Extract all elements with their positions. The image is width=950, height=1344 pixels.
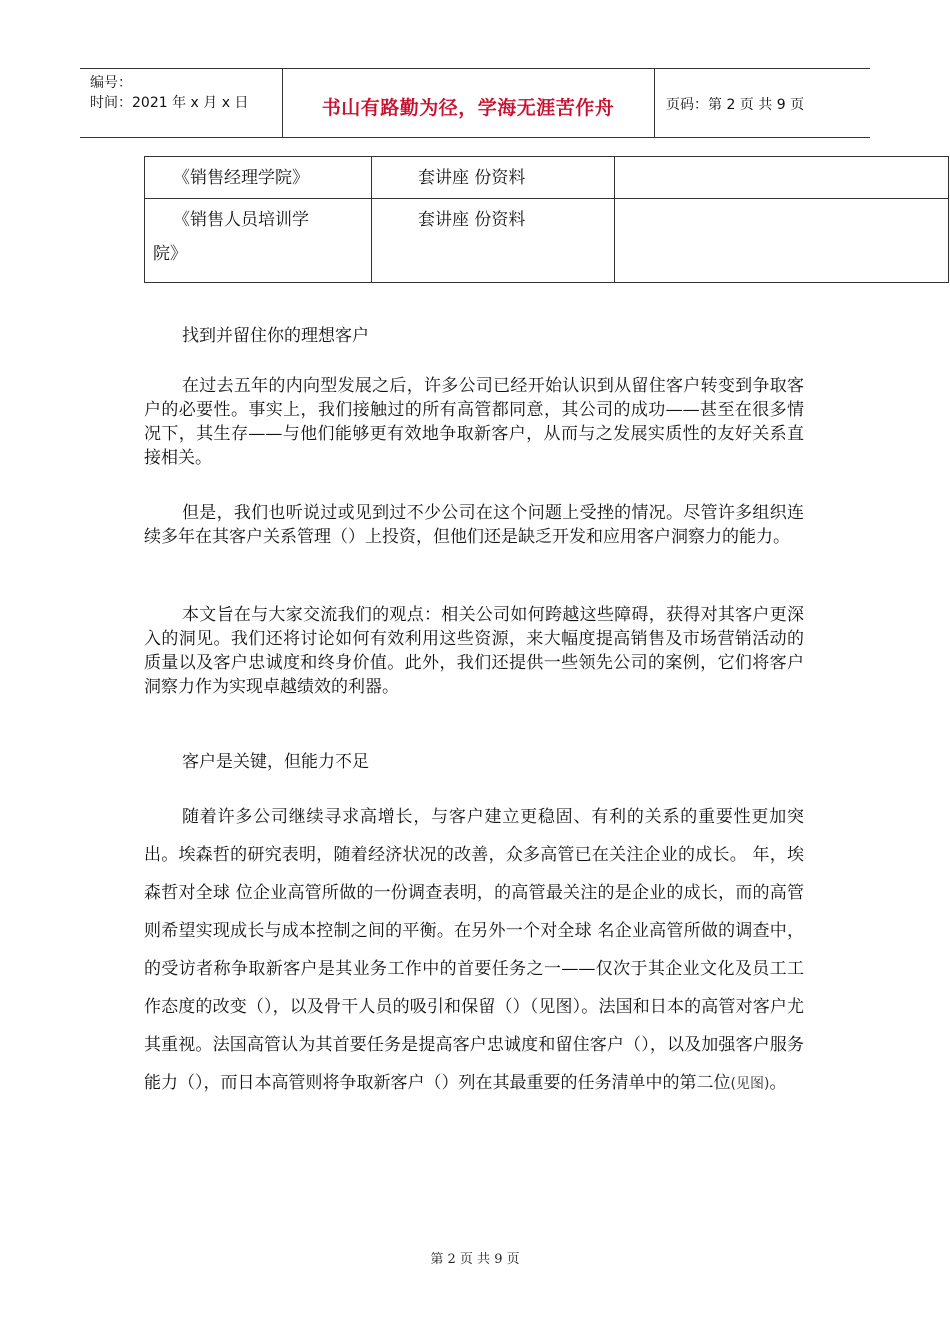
- section-heading: 客户是关键，但能力不足: [182, 752, 369, 772]
- doc-date: 时间：2021 年 x 月 x 日: [90, 95, 249, 111]
- page-footer: 第 2 页 共 9 页: [430, 1252, 520, 1267]
- course-table: [144, 156, 949, 283]
- table-cell-empty: [615, 157, 949, 199]
- table-row: [145, 199, 949, 283]
- course-title-continued: 院》: [153, 244, 187, 264]
- paragraph-text: 随着许多公司继续寻求高增长，与客户建立更稳固、有利的关系的重要性更加突出。埃森哲的研究表明，随着经济状况的改善，众多高管已在关注企业的成长。 年，埃森哲对全球 位企业高管所做的一份调查表明，的高管最关注的是企业的成长，而的高管则希望实现成长与成本控制之间的平衡。在另外一个对全球 名企业高管所做的调查中，的受访者称争取新客户是其业务工作中的首要任务之一——仅次于其企业文化及员工工作态度的改变（），以及骨干人员的吸引和保留（）（见图）。法国和日本的高管对客户尤其重视。法国高管认为其首要任务是提高客户忠诚度和留住客户（），以及加强客户服务能力（），而日本高管则将争取新客户（）列在其最重要的任务清单中的第二位: [144, 807, 804, 1093]
- course-materials: 套讲座 份资料: [418, 168, 526, 188]
- paragraph: 但是，我们也听说过或见到过不少公司在这个问题上受挫的情况。尽管许多组织连续多年在其客户关系管理（）上投资，但他们还是缺乏开发和应用客户洞察力的能力。: [144, 503, 804, 547]
- section-heading: 找到并留住你的理想客户: [182, 326, 369, 346]
- header-meta: [90, 73, 248, 113]
- doc-id-label: 编号：: [90, 75, 132, 91]
- figure-reference: (见图): [730, 1076, 770, 1092]
- table-cell-empty: [615, 199, 949, 283]
- paragraph: 在过去五年的内向型发展之后，许多公司已经开始认识到从留住客户转变到争取客户的必要性。事实上，我们接触过的所有高管都同意，其公司的成功——甚至在很多情况下，其生存——与他们能够更有效地争取新客户，从而与之发展实质性的友好关系直接相关。: [144, 376, 804, 468]
- paragraph: 本文旨在与大家交流我们的观点：相关公司如何跨越这些障碍，获得对其客户更深入的洞见。我们还将讨论如何有效利用这些资源，来大幅度提高销售及市场营销活动的质量以及客户忠诚度和终身价值。此外，我们还提供一些领先公司的案例，它们将客户洞察力作为实现卓越绩效的利器。: [144, 605, 804, 697]
- header-page-info: 页码：第 2 页 共 9 页: [666, 97, 805, 113]
- table-row: [145, 157, 949, 199]
- course-materials: 套讲座 份资料: [418, 210, 526, 230]
- header-motto: 书山有路勤为径，学海无涯苦作舟: [321, 97, 615, 119]
- course-title: 《销售经理学院》: [173, 168, 309, 188]
- header-divider: [654, 69, 655, 137]
- paragraph: [144, 798, 804, 1103]
- course-title: 《销售人员培训学: [173, 210, 309, 230]
- paragraph-end: 。: [769, 1073, 787, 1093]
- page-header: [80, 68, 870, 138]
